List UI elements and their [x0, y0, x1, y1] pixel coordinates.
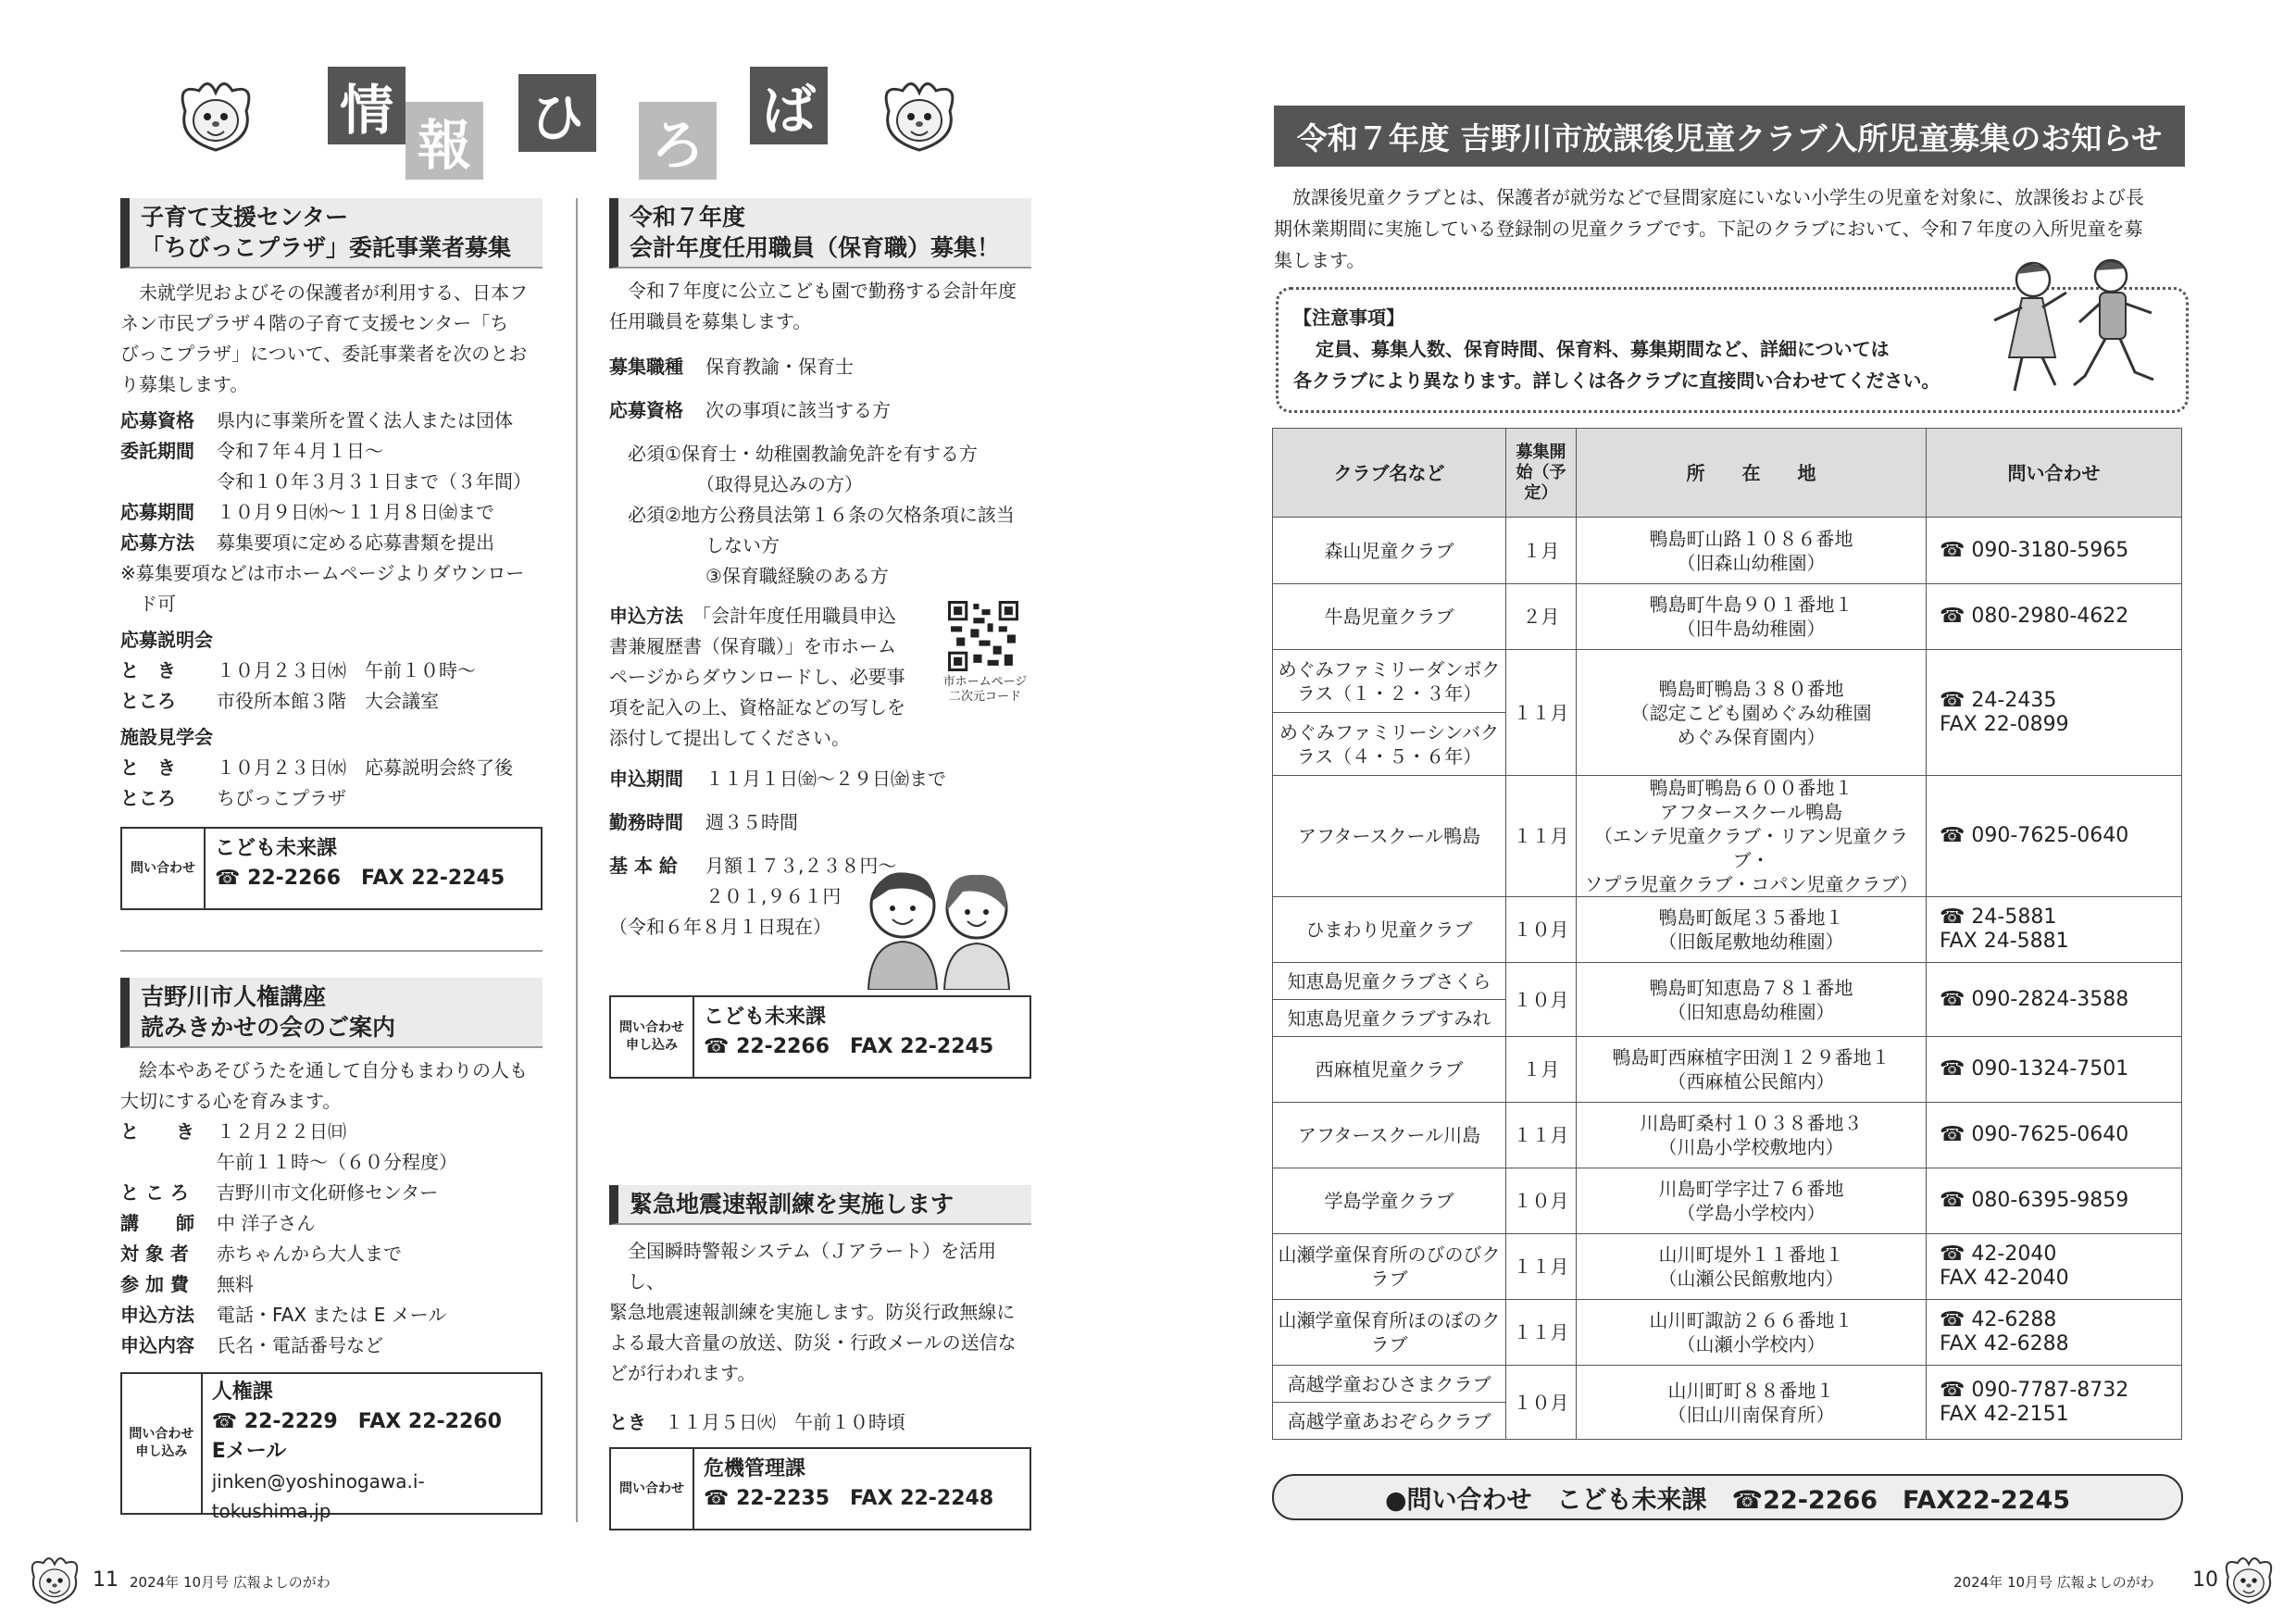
- banner-tile-4: ろ: [639, 102, 717, 180]
- club-address: [1577, 1168, 1927, 1234]
- address-line: めぐみ保育園内）: [1677, 725, 1826, 748]
- phone-number[interactable]: ☎ 090-2824-3588: [1940, 987, 2129, 1011]
- club-contact: [1927, 1300, 2182, 1366]
- row-value: 電話・FAX または E メール: [217, 1304, 447, 1326]
- address-line: ソプラ児童クラブ・コパン児童クラブ）: [1584, 873, 1918, 895]
- note-line: ド可: [139, 593, 176, 615]
- row-key: 応募方法: [120, 531, 194, 554]
- divider: [120, 950, 543, 952]
- row-value: 次の事項に該当する方: [705, 399, 891, 421]
- contact-label: 問い合わせ: [122, 829, 206, 908]
- section-title: [120, 978, 543, 1048]
- phone-number[interactable]: ☎ 080-6395-9859: [1940, 1189, 2129, 1212]
- col-header-address: 所 在 地: [1577, 429, 1927, 518]
- table-row: [1273, 650, 2182, 713]
- address-line: 鴨島町山路１０８６番地: [1649, 527, 1853, 550]
- text-line: 期休業期間に実施している登録制の児童クラブです。下記のクラブにおいて、令和７年度の入所児童を募: [1274, 218, 2143, 240]
- address-line: 川島町学字辻７６番地: [1658, 1178, 1844, 1200]
- title-line: 吉野川市人権講座: [141, 983, 327, 1010]
- club-contact: [1927, 1103, 2182, 1168]
- contact-tel: ☎ 22-2235 FAX 22-2248: [704, 1487, 994, 1510]
- row-value: 市役所本館３階 大会議室: [217, 690, 439, 712]
- address-line: （旧飯尾敷地幼稚園）: [1658, 931, 1844, 953]
- phone-number[interactable]: ☎ 080-2980-4622: [1940, 605, 2129, 628]
- children-running-icon: [1981, 256, 2166, 404]
- club-table-wrap: [1272, 428, 2182, 1440]
- row-key: 応募資格: [609, 399, 683, 421]
- club-table: [1272, 428, 2182, 1440]
- row-key: ところ: [120, 690, 176, 712]
- club-contact: [1927, 650, 2182, 776]
- mascot-icon: [28, 1552, 81, 1605]
- contact-label: 問い合わせ: [129, 1427, 194, 1442]
- address-line: 山川町堤外１１番地１: [1658, 1243, 1844, 1266]
- club-name: ひまわり児童クラブ: [1273, 897, 1506, 963]
- club-name: 牛島児童クラブ: [1273, 584, 1506, 650]
- caption-line: 二次元コード: [948, 690, 1021, 704]
- club-start: １１月: [1506, 1300, 1577, 1366]
- club-start: １月: [1506, 1037, 1577, 1103]
- club-name: めぐみファミリーダンボクラス（１・２・３年）: [1273, 650, 1506, 713]
- page-number-right: 10: [2192, 1568, 2218, 1592]
- row-value: １０月２３日㈬ 応募説明会終了後: [217, 756, 513, 779]
- row-value: 無料: [217, 1273, 254, 1295]
- table-row: [1273, 1366, 2182, 1403]
- fax-number[interactable]: FAX 42-6288: [1940, 1332, 2069, 1355]
- club-address: [1577, 1366, 1927, 1440]
- req-line: しない方: [668, 534, 780, 556]
- text-line: どが行われます。: [609, 1362, 756, 1384]
- footer-contact: ●問い合わせ こども未来課 ☎22-2266 FAX22-2245: [1272, 1474, 2183, 1520]
- row-value: （令和６年８月１日現在）: [609, 916, 831, 938]
- col-header-start: 募集開始（予定）: [1506, 429, 1577, 518]
- row-key: 対 象 者: [120, 1243, 189, 1265]
- address-line: 鴨島町飯尾３５番地１: [1658, 906, 1844, 929]
- req-line: 必須②地方公務員法第１６条の欠格条項に該当: [628, 504, 1015, 526]
- text-line: 任用職員を募集します。: [609, 310, 812, 332]
- intro-text: [120, 278, 543, 400]
- briefing-title: 応募説明会: [120, 629, 213, 651]
- row-value: １０月９日㈬〜１１月８日㈮まで: [217, 501, 494, 523]
- issue-left: 2024年 10月号 広報よしのがわ: [130, 1574, 331, 1591]
- col-header-name: クラブ名など: [1273, 429, 1506, 518]
- club-contact: [1927, 963, 2182, 1037]
- text-line: 集します。: [1274, 249, 1366, 271]
- club-address: [1577, 1234, 1927, 1300]
- section-title: [120, 198, 543, 269]
- row-key: ところ: [120, 787, 176, 809]
- fax-number[interactable]: FAX 24-5881: [1940, 930, 2069, 953]
- row-value: 令和７年４月１日〜: [217, 440, 383, 462]
- contact-dept: 危機管理課: [704, 1457, 806, 1480]
- phone-number[interactable]: ☎ 090-7625-0640: [1940, 824, 2129, 847]
- row-value: 令和１０年３月３１日まで（３年間）: [217, 470, 531, 493]
- club-address: [1577, 776, 1927, 897]
- row-key: と こ ろ: [120, 1181, 189, 1204]
- text-line: 添付して提出してください。: [609, 727, 850, 749]
- address-line: 鴨島町鴨島３８０番地: [1658, 677, 1844, 700]
- row-key: 申込内容: [120, 1334, 194, 1356]
- row-value: 午前１１時〜（６０分程度）: [217, 1151, 457, 1173]
- row-key: 応募期間: [120, 501, 194, 523]
- req-line: 必須①保育士・幼稚園教諭免許を有する方: [628, 443, 978, 465]
- text-line: 項を記入の上、資格証などの写しを: [609, 696, 905, 718]
- title-line: 読みきかせの会のご案内: [141, 1014, 396, 1041]
- contact-label: 申し込み: [626, 1038, 678, 1053]
- phone-number[interactable]: ☎ 24-5881: [1940, 906, 2057, 929]
- club-contact: [1927, 584, 2182, 650]
- row-key: 参 加 費: [120, 1273, 189, 1295]
- row-value: 赤ちゃんから大人まで: [217, 1243, 402, 1265]
- row-value: 中 洋子さん: [217, 1212, 316, 1234]
- intro-text: [120, 1056, 543, 1117]
- qr-code-icon[interactable]: [948, 601, 1018, 671]
- table-row: [1273, 1300, 2182, 1366]
- section-title: [609, 198, 1031, 269]
- table-row: [1273, 897, 2182, 963]
- club-name: アフタースクール鴨島: [1273, 776, 1506, 897]
- address-line: （旧山川南保育所）: [1667, 1403, 1835, 1426]
- text-line: びっこプラザ」について、委託事業者を次のとお: [120, 343, 528, 365]
- row-value: １１月１日㈮〜２９日㈮まで: [705, 768, 946, 790]
- club-address: [1577, 1103, 1927, 1168]
- banner-tile-3: ひ: [518, 74, 596, 152]
- row-key: 応募資格: [120, 409, 194, 431]
- address-line: （旧森山幼稚園）: [1677, 551, 1826, 574]
- phone-number[interactable]: ☎ 090-3180-5965: [1940, 538, 2129, 562]
- note-line: ※募集要項などは市ホームページよりダウンロー: [120, 562, 525, 584]
- address-line: アフタースクール鴨島: [1659, 801, 1843, 823]
- club-start: １０月: [1506, 897, 1577, 963]
- title-line: 「ちびっこプラザ」委託事業者募集: [141, 234, 512, 261]
- caption-line: 市ホームページ: [942, 675, 1028, 689]
- contact-box: [609, 995, 1031, 1079]
- notice-line: 定員、募集人数、保育時間、保育料、募集期間など、詳細については: [1316, 338, 1890, 360]
- title-line: 子育て支援センター: [141, 204, 349, 231]
- table-row: [1273, 776, 2182, 897]
- childcare-center-section: [120, 198, 543, 910]
- address-line: （エンテ児童クラブ・リアン児童クラブ・: [1593, 825, 1909, 871]
- tour-title: 施設見学会: [120, 726, 213, 748]
- address-line: （川島小学校敷地内）: [1658, 1136, 1844, 1158]
- address-line: （学島小学校内）: [1677, 1202, 1826, 1224]
- table-row: [1273, 518, 2182, 584]
- row-key: 委託期間: [120, 440, 194, 462]
- row-value: 県内に事業所を置く法人または団体: [217, 409, 513, 431]
- details-list: [120, 406, 543, 814]
- page-number-left: 11: [93, 1568, 119, 1592]
- address-line: （旧知恵島幼稚園）: [1667, 1000, 1835, 1023]
- text-line: よる最大音量の放送、防災・行政メールの送信な: [609, 1331, 1017, 1354]
- text-line: 令和７年度に公立こども園で勤務する会計年度: [628, 280, 1017, 302]
- club-name: 西麻植児童クラブ: [1273, 1037, 1506, 1103]
- table-row: [1273, 1103, 2182, 1168]
- mascot-icon: [880, 74, 959, 154]
- issue-right: 2024年 10月号 広報よしのがわ: [1953, 1574, 2154, 1591]
- club-contact: [1927, 1234, 2182, 1300]
- text-line: り募集します。: [120, 373, 249, 395]
- club-name: アフタースクール川島: [1273, 1103, 1506, 1168]
- row-key: と き: [120, 659, 176, 681]
- pay-block: [609, 851, 1031, 990]
- text-line: 放課後児童クラブとは、保護者が就労などで昼間家庭にいない小学生の児童を対象に、放課後および長: [1292, 186, 2144, 208]
- contact-box: [120, 1372, 543, 1522]
- staff-recruit-section: [609, 198, 1031, 1079]
- notice-title: 【注意事項】: [1293, 306, 1404, 329]
- row-value: 保育教諭・保育士: [705, 356, 854, 378]
- contact-email[interactable]: jinken@yoshinogawa.i-tokushima.jp: [211, 1470, 425, 1522]
- mascot-icon: [2222, 1552, 2276, 1605]
- contact-box: [120, 827, 543, 910]
- address-line: 鴨島町鴨島６００番地１: [1649, 777, 1853, 799]
- req-line: ③保育職経験のある方: [668, 565, 889, 587]
- page-title: 令和７年度 吉野川市放課後児童クラブ入所児童募集のお知らせ: [1274, 106, 2185, 167]
- col-header-contact: 問い合わせ: [1927, 429, 2182, 518]
- row-key: 申込方法: [120, 1304, 194, 1326]
- row-key: 勤務時間: [609, 811, 683, 833]
- notice-line: 各クラブにより異なります。詳しくは各クラブに直接問い合わせてください。: [1293, 369, 1940, 392]
- club-start: １０月: [1506, 1366, 1577, 1440]
- table-row: [1273, 1037, 2182, 1103]
- club-address: [1577, 1300, 1927, 1366]
- row-value: 月額１７３,２３８円〜: [705, 855, 897, 877]
- banner-tile-1: 情: [328, 67, 406, 144]
- club-start: １１月: [1506, 650, 1577, 776]
- table-row: [1273, 963, 2182, 1000]
- club-address: [1577, 584, 1927, 650]
- section-title: 緊急地震速報訓練を実施します: [609, 1185, 1031, 1225]
- club-name: 高越学童あおぞらクラブ: [1273, 1403, 1506, 1440]
- club-name: めぐみファミリーシンバクラス（４・５・６年）: [1273, 713, 1506, 776]
- text-line: ページからダウンロードし、必要事: [609, 666, 905, 688]
- club-contact: [1927, 1366, 2182, 1440]
- contact-label: 問い合わせ: [619, 1020, 684, 1035]
- club-name: 知恵島児童クラブすみれ: [1273, 1000, 1506, 1037]
- row-value: １２月２２日㈰: [217, 1120, 346, 1143]
- earthquake-drill-section: [609, 1185, 1031, 1530]
- contact-email-label: Eメール: [211, 1440, 287, 1463]
- text-line: 緊急地震速報訓練を実施します。防災行政無線に: [609, 1301, 1016, 1323]
- table-row: [1273, 1234, 2182, 1300]
- phone-number[interactable]: ☎ 24-2435: [1940, 688, 2057, 712]
- text-line: 書兼履歴書（保育職）」を市ホーム: [609, 635, 896, 657]
- club-address: [1577, 1037, 1927, 1103]
- text-line: 絵本やあそびうたを通して自分もまわりの人も: [139, 1059, 528, 1081]
- address-line: （認定こども園めぐみ幼稚園: [1630, 701, 1872, 724]
- title-line: 会計年度任用職員（保育職）募集！: [630, 234, 1001, 261]
- title-line: 令和７年度: [630, 204, 746, 231]
- row-key: 講 師: [120, 1212, 194, 1234]
- club-start: １１月: [1506, 776, 1577, 897]
- club-name: 高越学童おひさまクラブ: [1273, 1366, 1506, 1403]
- club-name: 知恵島児童クラブさくら: [1273, 963, 1506, 1000]
- table-row: [1273, 1168, 2182, 1234]
- club-contact: [1927, 776, 2182, 897]
- row-value: 吉野川市文化研修センター: [217, 1181, 439, 1204]
- text-line: 未就学児およびその保護者が利用する、日本フ: [139, 281, 528, 304]
- club-name: 森山児童クラブ: [1273, 518, 1506, 584]
- row-value: 氏名・電話番号など: [217, 1334, 383, 1356]
- address-line: （山瀬小学校内）: [1677, 1333, 1826, 1355]
- row-key: とき: [609, 1411, 646, 1433]
- fax-number[interactable]: FAX 42-2040: [1940, 1267, 2069, 1290]
- row-key: 申込方法: [609, 605, 683, 627]
- apply-block: [609, 601, 1031, 758]
- intro-text: [609, 276, 1031, 337]
- club-contact: [1927, 518, 2182, 584]
- row-value: 週３５時間: [705, 811, 798, 833]
- club-address: [1577, 897, 1927, 963]
- address-line: 山川町諏訪２６６番地１: [1649, 1309, 1853, 1331]
- address-line: 鴨島町知恵島７８１番地: [1649, 976, 1853, 999]
- address-line: 川島町桑村１０３８番地３: [1640, 1112, 1863, 1134]
- club-name: 学島学童クラブ: [1273, 1168, 1506, 1234]
- row-value: １０月２３日㈬ 午前１０時〜: [217, 659, 476, 681]
- banner-tile-5: ば: [750, 67, 828, 144]
- club-address: [1577, 518, 1927, 584]
- text-line: ネン市民プラザ４階の子育て支援センター「ち: [120, 312, 509, 334]
- contact-label: 申し込み: [135, 1444, 188, 1459]
- contact-label: 問い合わせ: [611, 1449, 694, 1529]
- club-start: １１月: [1506, 1103, 1577, 1168]
- contact-tel: ☎ 22-2229 FAX 22-2260: [211, 1410, 502, 1433]
- contact-dept: こども未来課: [215, 837, 338, 860]
- club-address: [1577, 963, 1927, 1037]
- address-line: （山瀬公民館敷地内）: [1658, 1268, 1844, 1290]
- contact-tel: ☎ 22-2266 FAX 22-2245: [215, 867, 505, 890]
- details-list: [120, 1117, 543, 1361]
- address-line: 鴨島町西麻植字田渕１２９番地１: [1612, 1046, 1890, 1068]
- row-key: [120, 1147, 217, 1178]
- req-line: （取得見込みの方）: [668, 473, 863, 495]
- row-value: ２０１,９６１円: [705, 885, 842, 907]
- row-value: 募集要項に定める応募書類を提出: [217, 531, 494, 554]
- mascot-icon: [176, 74, 256, 154]
- table-row: [1273, 584, 2182, 650]
- phone-number[interactable]: ☎ 42-6288: [1940, 1308, 2057, 1331]
- club-name: 山瀬学童保育所のびのびクラブ: [1273, 1234, 1506, 1300]
- address-line: （旧牛島幼稚園）: [1677, 618, 1826, 640]
- club-address: [1577, 650, 1927, 776]
- club-start: ２月: [1506, 584, 1577, 650]
- row-key: と き: [120, 1120, 194, 1143]
- club-contact: [1927, 1037, 2182, 1103]
- club-start: １０月: [1506, 1168, 1577, 1234]
- phone-number[interactable]: ☎ 090-7625-0640: [1940, 1123, 2129, 1146]
- row-key: [120, 467, 217, 497]
- banner-tile-2: 報: [406, 102, 483, 180]
- club-contact: [1927, 897, 2182, 963]
- column-divider: [576, 198, 578, 1522]
- contact-tel: ☎ 22-2266 FAX 22-2245: [704, 1035, 994, 1058]
- club-start: １１月: [1506, 1234, 1577, 1300]
- row-key: 申込期間: [609, 768, 683, 790]
- club-contact: [1927, 1168, 2182, 1234]
- row-key: 基 本 給: [609, 855, 678, 877]
- contact-dept: こども未来課: [704, 1006, 827, 1029]
- staff-illustration-icon: [852, 864, 1028, 990]
- address-line: 鴨島町牛島９０１番地１: [1649, 593, 1853, 616]
- intro-text: [609, 1236, 1031, 1389]
- address-line: 山川町町８８番地１: [1667, 1379, 1835, 1402]
- phone-number[interactable]: ☎ 42-2040: [1940, 1243, 2057, 1266]
- contact-box: [609, 1447, 1031, 1530]
- text-line: 全国瞬時警報システム（Ｊアラート）を活用し、: [628, 1240, 996, 1293]
- fax-number[interactable]: FAX 42-2151: [1940, 1402, 2069, 1426]
- qr-caption: [939, 675, 1031, 705]
- club-start: １０月: [1506, 963, 1577, 1037]
- phone-number[interactable]: ☎ 090-7787-8732: [1940, 1378, 2129, 1402]
- text-line: 「会計年度任用職員申込: [702, 605, 896, 627]
- text-line: 大切にする心を育みます。: [120, 1090, 342, 1112]
- human-rights-section: [120, 978, 543, 1522]
- contact-dept: 人権課: [211, 1380, 273, 1404]
- requirements: [609, 439, 1031, 592]
- phone-number[interactable]: ☎ 090-1324-7501: [1940, 1057, 2129, 1081]
- row-key: と き: [120, 756, 176, 779]
- address-line: （西麻植公民館内）: [1667, 1070, 1835, 1093]
- club-start: １月: [1506, 518, 1577, 584]
- club-name: 山瀬学童保育所ほのぼのクラブ: [1273, 1300, 1506, 1366]
- row-value: ちびっこプラザ: [217, 787, 346, 809]
- row-key: 募集職種: [609, 356, 683, 378]
- fax-number[interactable]: FAX 22-0899: [1940, 712, 2069, 736]
- row-value: １１月５日㈫ 午前１０時頃: [665, 1411, 905, 1433]
